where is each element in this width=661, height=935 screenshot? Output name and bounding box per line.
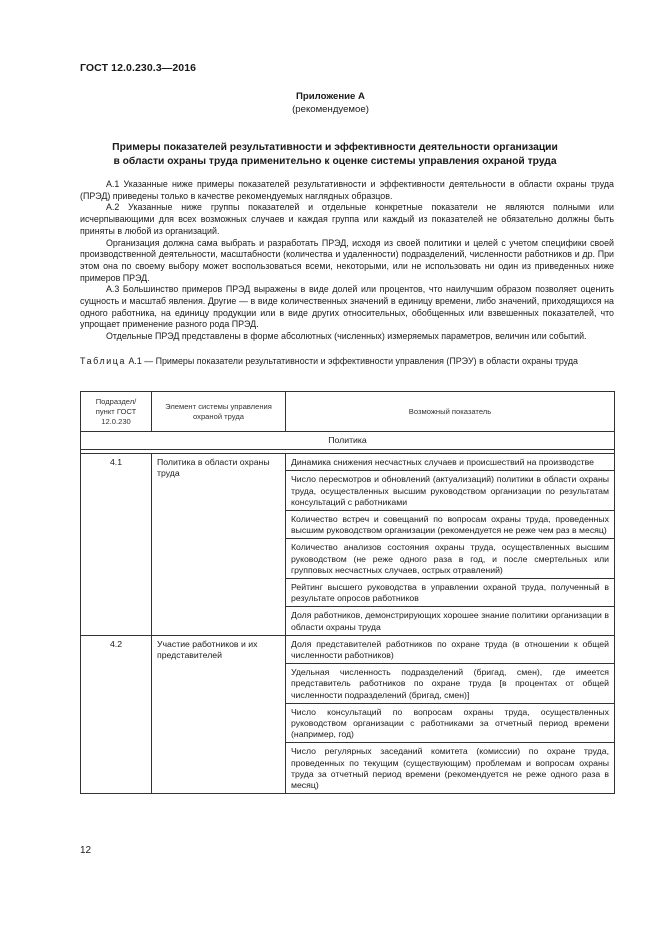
paragraph: Отдельные ПРЭД представлены в форме абсолютных (численных) измеряемых параметров, величин или событий.: [106, 331, 587, 342]
element-cell: Участие работников и их представителей: [152, 635, 286, 793]
indicator-cell: Число регулярных заседаний комитета (комиссии) по охране труда, проведенных по текущим (существующим) проблемам и вопросам охраны труда за отчетный период времени (рекомендуется не реже одного раза в месяц): [286, 743, 615, 794]
clause-cell: 4.2: [81, 635, 152, 793]
section-title: [70, 141, 600, 169]
header-indicator: Возможный показатель: [286, 392, 615, 432]
indicator-cell: Число консультаций по вопросам охраны труда, осуществленных руководством организации с работниками за отчетный период времени (например, год): [286, 703, 615, 743]
section-title-line-1: Примеры показателей результативности и эффективности деятельности организации: [112, 142, 558, 153]
appendix-subtitle: (рекомендуемое): [292, 104, 369, 115]
table-caption-number: А.1: [128, 356, 142, 366]
table-header-row: [81, 392, 615, 432]
paragraph: А.1 Указанные ниже примеры показателей результативности и эффективности деятельности в области охраны труда (ПРЭД) приведены только в качестве рекомендуемых наглядных образцов.: [80, 179, 614, 201]
paragraph: А.3 Большинство примеров ПРЭД выражены в виде долей или процентов, что наилучшим образом позволяет оценить сущность и масштаб явления. Другие — в виде количественных значений в единицу времени, либо значений, приходящихся на одного работника, на единицу продукции или в виде других относительных, обобщенных или взвешенных показателей, что упрощает применение разного рода ПРЭД.: [80, 284, 614, 330]
indicators-table: [80, 391, 615, 794]
indicator-cell: Доля представителей работников по охране труда (в отношении к общей численности работников): [286, 635, 615, 663]
indicator-cell: Количество анализов состояния охраны труда, осуществленных высшим руководством (не реже одного раза в год, и после смертельных или групповых несчастных случаев, острых отравлений): [286, 539, 615, 579]
indicator-cell: Число пересмотров и обновлений (актуализаций) политики в области охраны труда, осуществленных высшим руководством организации по результатам консультаций с работниками: [286, 471, 615, 511]
indicator-cell: Удельная численность подразделений (бригад, смен), где имеется представитель работников по охране труда [в процентах от общей численности подразделений (бригад, смен)]: [286, 664, 615, 704]
section-label: Политика: [81, 432, 615, 450]
section-title-line-2: в области охраны труда применительно к оценке системы управления охраной труда: [113, 156, 557, 167]
page-number: 12: [80, 845, 92, 856]
element-cell: Политика в области охраны труда: [152, 454, 286, 636]
clause-cell: 4.1: [81, 454, 152, 636]
table-caption-text: — Примеры показатели результативности и эффективности управления (ПРЭУ) в области охраны труда: [144, 356, 578, 366]
header-element: Элемент системы управления охраной труда: [152, 392, 286, 432]
indicator-cell: Рейтинг высшего руководства в управлении охраной труда, полученный в результате опросов работников: [286, 579, 615, 607]
body-text: [80, 179, 614, 343]
table-row: [81, 635, 615, 663]
table-caption: [80, 356, 614, 368]
section-row: [81, 432, 615, 450]
indicator-cell: Динамика снижения несчастных случаев и происшествий на производстве: [286, 454, 615, 471]
standard-header: ГОСТ 12.0.230.3—2016: [80, 62, 197, 74]
indicator-cell: Количество встреч и совещаний по вопросам охраны труда, проведенных высшим руководством организации (рекомендуется не реже чем раз в месяц): [286, 511, 615, 539]
table-caption-label: Таблица: [80, 356, 126, 366]
table-row: [81, 454, 615, 471]
indicator-cell: Доля работников, демонстрирующих хорошее знание политики организации в области охраны труда: [286, 607, 615, 635]
paragraph: А.2 Указанные ниже группы показателей и отдельные конкретные показатели не являются полными или исчерпывающими для всех возможных случаев и каждая группа или каждый из показателей не обязательно должны быть приняты в любой из организаций.: [80, 202, 614, 236]
appendix-title: Приложение А: [296, 91, 365, 102]
header-clause: Подраздел/ пункт ГОСТ 12.0.230: [81, 392, 152, 432]
paragraph: Организация должна сама выбрать и разработать ПРЭД, исходя из своей политики и целей с учетом специфики своей производственной деятельности, масштабности (количества и удаленности) подразделений, численности работников и др. При этом она по своему выбору может воспользоваться всеми, некоторыми, или не использовать ни один из приведенных ниже примеров ПРЭД.: [80, 237, 614, 283]
